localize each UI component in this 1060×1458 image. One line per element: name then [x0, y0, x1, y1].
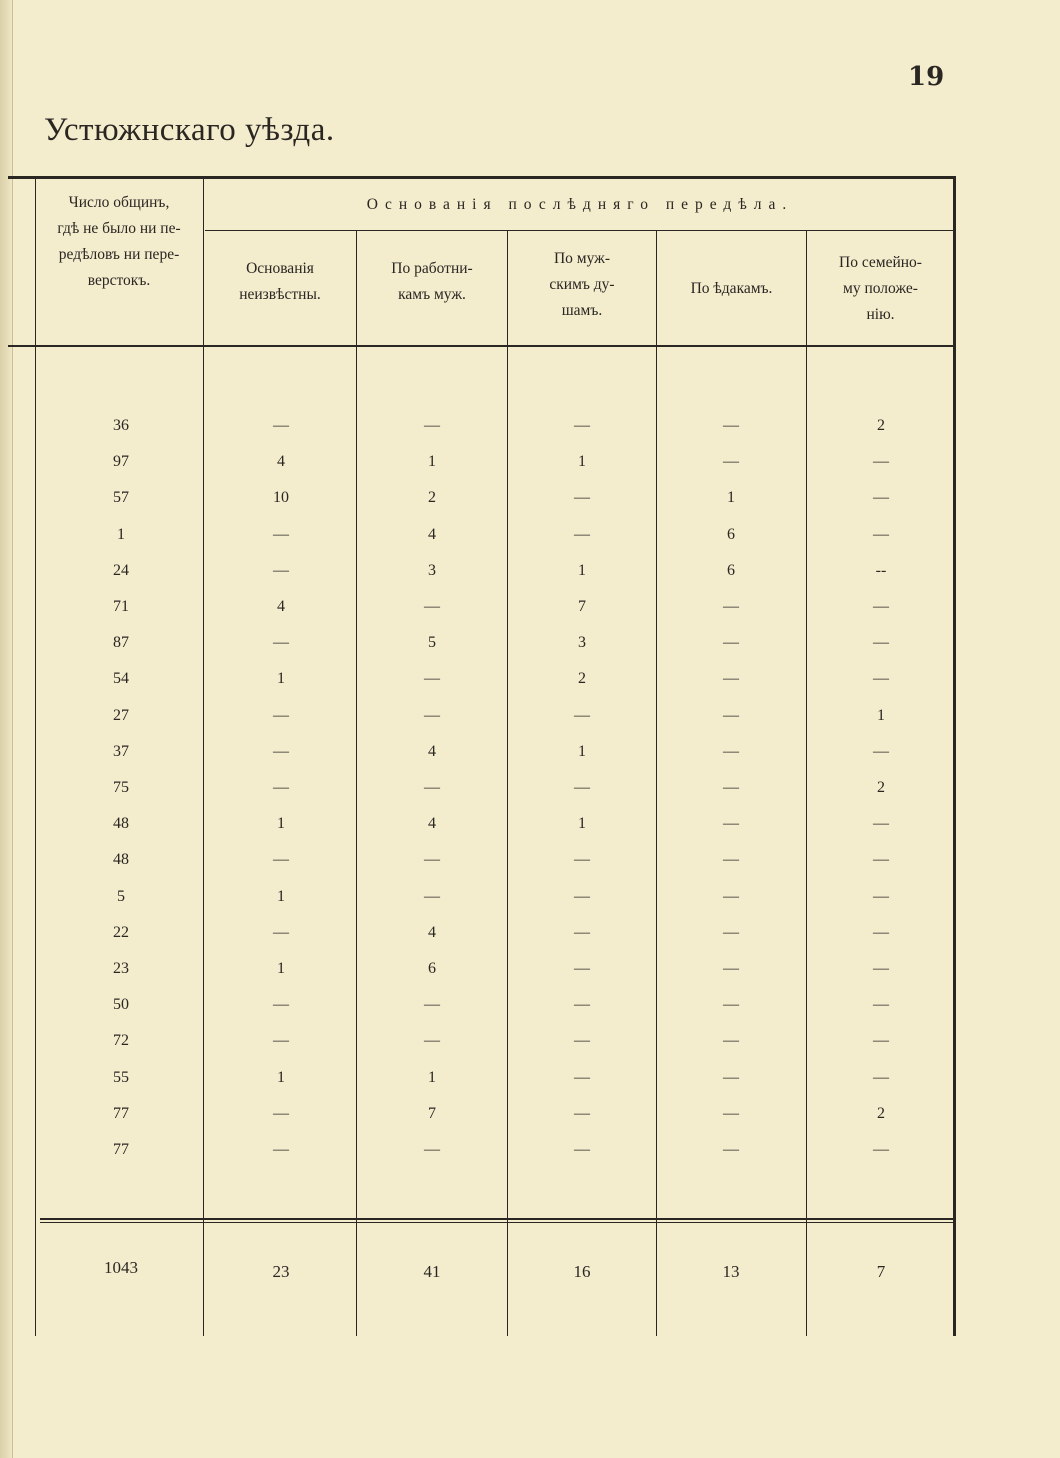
- communes-count-cell: 48: [113, 815, 129, 832]
- table-top-rule: [8, 176, 955, 179]
- table-cell: 1: [578, 453, 586, 470]
- communes-count-cell: 48: [113, 851, 129, 868]
- header-line: скимъ ду-: [549, 276, 615, 293]
- table-cell: —: [273, 526, 289, 543]
- total-cell: 13: [722, 1262, 740, 1281]
- total-cell: 23: [272, 1262, 290, 1281]
- sub-header-male-souls: [509, 246, 655, 324]
- table-cell: —: [574, 489, 590, 506]
- total-cell: 7: [876, 1262, 886, 1281]
- table-cell: —: [873, 598, 889, 615]
- table-cell: 4: [428, 924, 436, 941]
- communes-count-cell: 55: [113, 1069, 129, 1086]
- table-cell: 2: [578, 670, 586, 687]
- table-cell: —: [723, 815, 739, 832]
- header-line: Число общинъ,: [68, 194, 170, 211]
- header-line: камъ муж.: [398, 286, 466, 303]
- table-cell: —: [574, 924, 590, 941]
- table-cell: —: [273, 1105, 289, 1122]
- table-cell: 1: [277, 670, 285, 687]
- table-cell: —: [574, 526, 590, 543]
- page-binding-edge: [0, 0, 13, 1458]
- header-line: неизвѣстны.: [239, 286, 321, 303]
- table-cell: —: [574, 996, 590, 1013]
- table-cell: 3: [578, 634, 586, 651]
- table-cell: 1: [277, 888, 285, 905]
- communes-count-cell: 77: [113, 1141, 129, 1158]
- table-cell: —: [873, 924, 889, 941]
- table-cell: 1: [428, 1069, 436, 1086]
- communes-count-cell: 54: [113, 670, 129, 687]
- table-cell: 7: [578, 598, 586, 615]
- table-cell: —: [574, 888, 590, 905]
- table-cell: —: [273, 743, 289, 760]
- header-line: шамъ.: [561, 302, 603, 319]
- table-cell: —: [723, 707, 739, 724]
- totals-rule-double: [40, 1222, 955, 1223]
- page-title: Устюжнскаго уѣзда.: [44, 112, 335, 148]
- table-cell: 6: [428, 960, 436, 977]
- table-cell: 1: [277, 815, 285, 832]
- table-cell: —: [723, 996, 739, 1013]
- table-cell: —: [873, 815, 889, 832]
- header-line: По работни-: [391, 260, 473, 277]
- communes-count-cell: 5: [117, 888, 125, 905]
- table-cell: —: [723, 1032, 739, 1049]
- table-cell: —: [424, 707, 440, 724]
- table-cell: —: [723, 1105, 739, 1122]
- communes-count-cell: 50: [113, 996, 129, 1013]
- table-cell: —: [574, 779, 590, 796]
- table-cell: —: [574, 1105, 590, 1122]
- table-cell: 1: [727, 489, 735, 506]
- totals-rule: [40, 1218, 955, 1220]
- table-cell: —: [424, 996, 440, 1013]
- table-cell: 7: [428, 1105, 436, 1122]
- communes-count-cell: 36: [113, 417, 129, 434]
- table-cell: 6: [727, 526, 735, 543]
- table-cell: 3: [428, 562, 436, 579]
- table-cell: 4: [428, 815, 436, 832]
- group-header: Основанія послѣдняго передѣла.: [366, 196, 794, 213]
- table-cell: —: [873, 960, 889, 977]
- sub-header-family: [808, 250, 953, 328]
- communes-count-cell: 97: [113, 453, 129, 470]
- column-rule: [203, 176, 204, 1336]
- communes-count-cell: 75: [113, 779, 129, 796]
- table-cell: —: [873, 743, 889, 760]
- table-cell: —: [424, 851, 440, 868]
- table-cell: 10: [273, 489, 289, 506]
- table-cell: 4: [277, 453, 285, 470]
- table-cell: —: [873, 1032, 889, 1049]
- table-cell: —: [574, 1032, 590, 1049]
- table-cell: —: [873, 851, 889, 868]
- table-cell: —: [273, 779, 289, 796]
- communes-count-cell: 37: [113, 743, 129, 760]
- table-cell: —: [424, 1141, 440, 1158]
- table-cell: 1: [877, 707, 885, 724]
- communes-count-cell: 57: [113, 489, 129, 506]
- statistics-table: [35, 176, 955, 1336]
- table-cell: —: [574, 851, 590, 868]
- communes-count-cell: 87: [113, 634, 129, 651]
- table-cell: —: [723, 1069, 739, 1086]
- table-cell: 4: [428, 743, 436, 760]
- header-line: гдѣ не было ни пе-: [57, 220, 181, 237]
- table-cell: 2: [428, 489, 436, 506]
- table-cell: —: [723, 960, 739, 977]
- communes-count-cell: 27: [113, 707, 129, 724]
- table-cell: —: [424, 417, 440, 434]
- table-cell: 4: [277, 598, 285, 615]
- communes-count-cell: 72: [113, 1032, 129, 1049]
- table-cell: —: [273, 562, 289, 579]
- table-cell: —: [424, 888, 440, 905]
- table-cell: —: [273, 417, 289, 434]
- table-left-rule: [35, 176, 36, 1336]
- table-cell: —: [873, 634, 889, 651]
- table-cell: —: [723, 598, 739, 615]
- table-cell: —: [574, 1069, 590, 1086]
- table-cell: —: [873, 489, 889, 506]
- table-cell: —: [273, 851, 289, 868]
- table-cell: —: [574, 707, 590, 724]
- table-cell: 1: [428, 453, 436, 470]
- table-cell: 5: [428, 634, 436, 651]
- table-cell: —: [873, 453, 889, 470]
- header-line: Основанія: [246, 260, 314, 277]
- table-cell: —: [723, 851, 739, 868]
- table-cell: —: [424, 1032, 440, 1049]
- table-cell: —: [873, 526, 889, 543]
- communes-count-cell: 77: [113, 1105, 129, 1122]
- table-cell: —: [723, 888, 739, 905]
- total-cell: 1043: [104, 1258, 138, 1277]
- table-cell: —: [723, 1141, 739, 1158]
- first-column-header: [37, 190, 201, 294]
- table-cell: —: [723, 634, 739, 651]
- table-cell: 4: [428, 526, 436, 543]
- table-cell: —: [723, 453, 739, 470]
- table-cell: —: [273, 634, 289, 651]
- table-cell: 1: [277, 1069, 285, 1086]
- table-cell: —: [273, 707, 289, 724]
- table-cell: —: [723, 779, 739, 796]
- table-cell: —: [723, 924, 739, 941]
- total-cell: 41: [423, 1262, 441, 1281]
- table-cell: —: [723, 417, 739, 434]
- table-cell: 1: [277, 960, 285, 977]
- table-cell: 2: [877, 1105, 885, 1122]
- table-cell: —: [723, 670, 739, 687]
- table-cell: —: [273, 924, 289, 941]
- sub-header-eaters: [658, 276, 805, 302]
- table-cell: 6: [727, 562, 735, 579]
- table-cell: —: [574, 417, 590, 434]
- table-cell: —: [723, 743, 739, 760]
- table-cell: 1: [578, 743, 586, 760]
- table-cell: —: [873, 996, 889, 1013]
- header-line: му положе-: [843, 280, 918, 297]
- communes-count-cell: 71: [113, 598, 129, 615]
- table-cell: —: [574, 1141, 590, 1158]
- table-cell: 1: [578, 562, 586, 579]
- sub-header-unknown: [205, 256, 355, 308]
- header-line: По муж-: [553, 250, 611, 267]
- communes-count-cell: 23: [113, 960, 129, 977]
- table-cell: —: [873, 1069, 889, 1086]
- communes-count-cell: 1: [117, 526, 125, 543]
- table-cell: —: [273, 996, 289, 1013]
- page-number: 19: [908, 62, 945, 92]
- table-cell: —: [273, 1032, 289, 1049]
- table-cell: —: [273, 1141, 289, 1158]
- table-cell: —: [873, 1141, 889, 1158]
- communes-count-cell: 24: [113, 562, 129, 579]
- header-line: редѣловъ ни пере-: [58, 246, 180, 263]
- header-bottom-rule: [8, 345, 955, 347]
- table-cell: —: [873, 670, 889, 687]
- table-cell: 2: [877, 417, 885, 434]
- sub-header-workers: [358, 256, 506, 308]
- table-cell: —: [424, 598, 440, 615]
- header-line: верстокъ.: [87, 272, 151, 289]
- table-cell: 1: [578, 815, 586, 832]
- group-header-rule: [205, 230, 955, 231]
- table-cell: —: [424, 779, 440, 796]
- table-cell: —: [574, 960, 590, 977]
- header-line: По семейно-: [839, 254, 922, 271]
- header-line: нію.: [866, 306, 895, 323]
- communes-count-cell: 22: [113, 924, 129, 941]
- table-cell: 2: [877, 779, 885, 796]
- table-cell: —: [873, 888, 889, 905]
- table-cell: --: [875, 562, 887, 579]
- header-line: По ѣдакамъ.: [690, 280, 773, 297]
- total-cell: 16: [573, 1262, 591, 1281]
- table-cell: —: [424, 670, 440, 687]
